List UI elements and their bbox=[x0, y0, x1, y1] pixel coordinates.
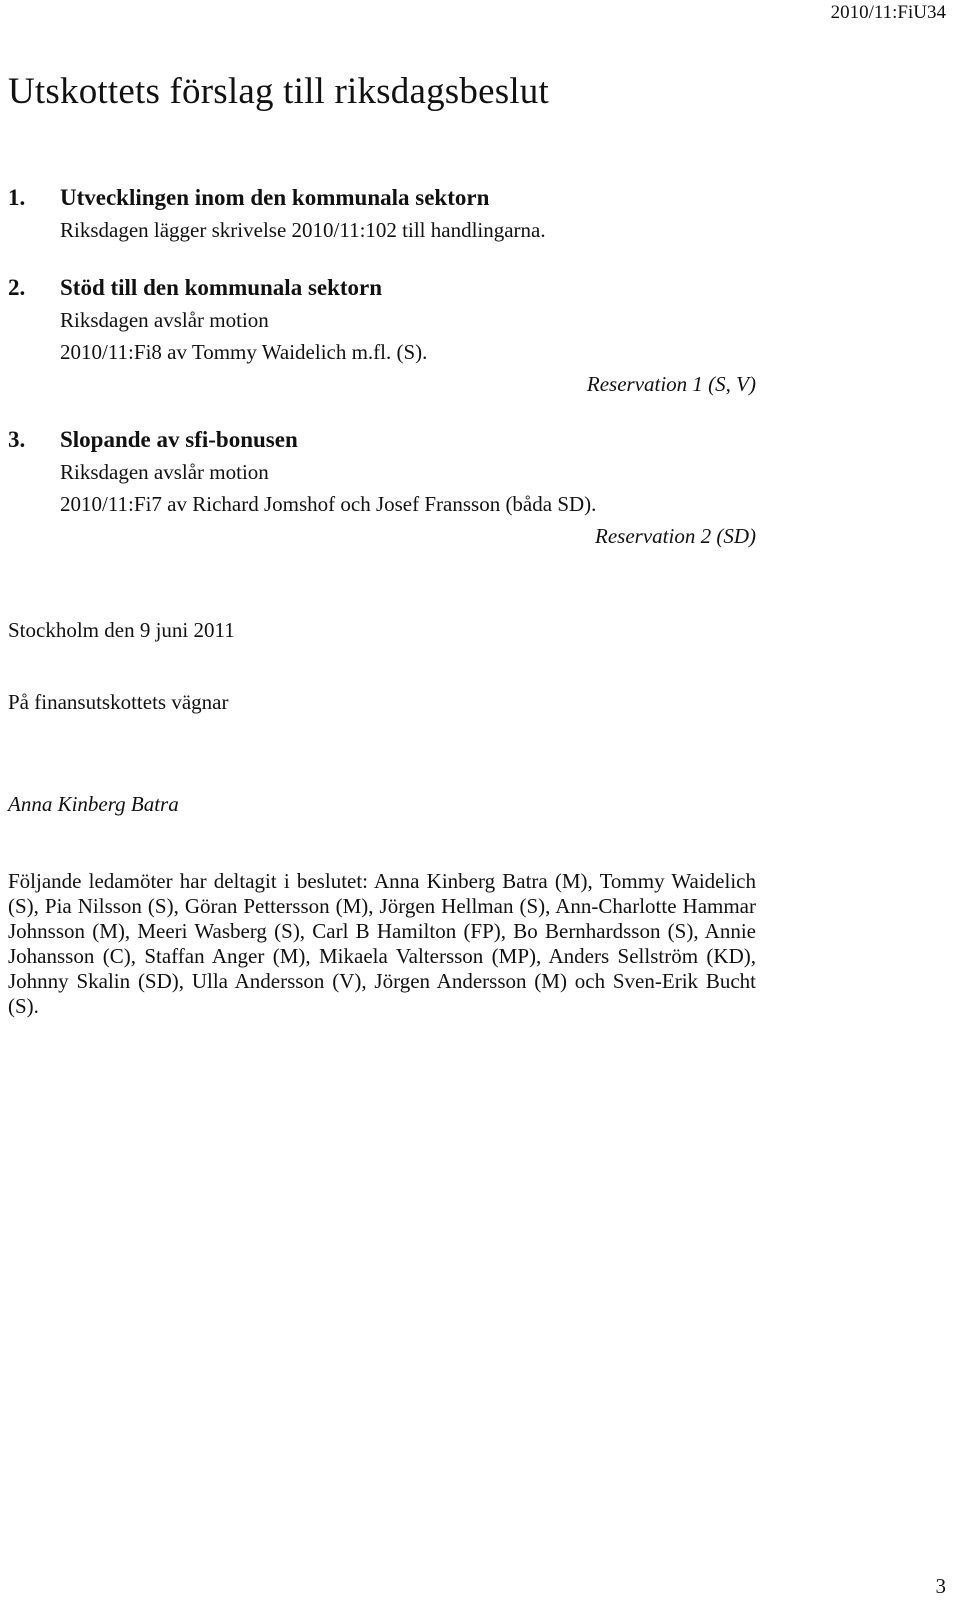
item-heading bbox=[8, 272, 760, 304]
item-heading bbox=[8, 424, 760, 456]
item-text-line: Riksdagen avslår motion bbox=[60, 308, 269, 332]
item-number: 2. bbox=[8, 275, 26, 300]
page-title: Utskottets förslag till riksdagsbeslut bbox=[8, 71, 549, 112]
item-title: Utvecklingen inom den kommunala sektorn bbox=[60, 185, 490, 210]
members-paragraph: Följande ledamöter har deltagit i beslutet: Anna Kinberg Batra (M), Tommy Waidelich (S), Pia Nilsson (S), Göran Pettersson (M), Jörgen Hellman (S), Ann-Charlotte Hammar Johnsson (M), Meeri Wasberg (S), Carl B Hamilton (FP), Bo Bernhardsson (S), Annie Johansson (C), Staffan Anger (M), Mikaela Valtersson (MP), Anders Sellström (KD), Johnny Skalin (SD), Ulla Andersson (V), Jörgen Andersson (M) och Sven-Erik Bucht (S). bbox=[8, 869, 756, 1018]
decision-item-2 bbox=[8, 272, 760, 400]
item-title: Stöd till den kommunala sektorn bbox=[60, 275, 383, 300]
on-behalf-line: På finansutskottets vägnar bbox=[8, 690, 229, 714]
item-text-line: Riksdagen lägger skrivelse 2010/11:102 till handlingarna. bbox=[60, 218, 546, 242]
place-date: Stockholm den 9 juni 2011 bbox=[8, 618, 235, 642]
decision-item-3 bbox=[8, 424, 760, 552]
document-id: 2010/11:FiU34 bbox=[830, 2, 946, 23]
item-text-line: Riksdagen avslår motion bbox=[60, 460, 269, 484]
item-title: Slopande av sfi-bonusen bbox=[60, 427, 298, 452]
decision-item-1 bbox=[8, 182, 760, 246]
reservation-note: Reservation 1 (S, V) bbox=[586, 372, 756, 396]
item-text-line: 2010/11:Fi7 av Richard Jomshof och Josef Fransson (båda SD). bbox=[60, 492, 597, 516]
item-text-line: 2010/11:Fi8 av Tommy Waidelich m.fl. (S). bbox=[60, 340, 428, 364]
reservation-note: Reservation 2 (SD) bbox=[595, 524, 756, 548]
page-number: 3 bbox=[935, 1574, 946, 1598]
signer-name: Anna Kinberg Batra bbox=[8, 792, 179, 816]
item-number: 3. bbox=[8, 427, 26, 452]
item-number: 1. bbox=[8, 185, 26, 210]
item-heading bbox=[8, 182, 760, 214]
